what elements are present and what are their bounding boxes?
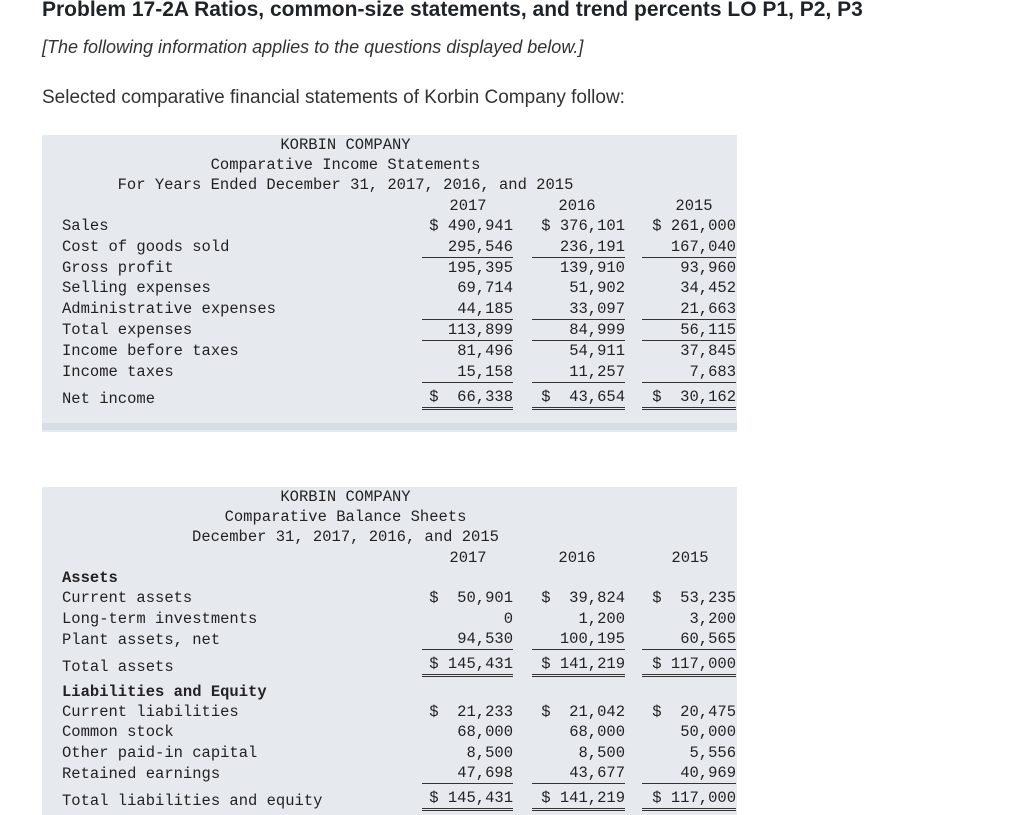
income-cell: 113,899 [422,320,513,341]
income-bottom-divider [42,423,737,430]
balance-cell: 68,000 [569,723,625,741]
income-cell: 195,395 [447,259,513,277]
balance-cell: $ 39,824 [541,589,625,607]
balance-year-2015: 2015 [671,549,709,567]
balance-cell: $ 141,219 [532,654,625,677]
balance-cell: $ 50,901 [429,589,513,607]
balance-row-label: Long-term investments [62,610,258,628]
income-cell: $ 30,162 [642,387,736,410]
balance-sheet-table [42,487,737,815]
balance-cell: $ 145,431 [422,788,513,811]
balance-cell: $ 21,042 [541,703,625,721]
problem-title: Problem 17-2A Ratios, common-size statements, and trend percents LO P1, P2, P3 [42,0,863,21]
balance-row-label: Current assets [62,589,193,607]
income-row-label: Total expenses [62,321,193,339]
balance-company-name: KORBIN COMPANY [280,488,411,506]
liabilities-heading: Liabilities and Equity [62,683,267,701]
balance-row-label: Plant assets, net [62,631,221,649]
income-cell: $ 66,338 [422,387,513,410]
balance-row-label: Total assets [62,658,174,676]
context-note: [The following information applies to the questions displayed below.] [42,37,584,57]
balance-cell: 1,200 [578,610,625,628]
balance-cell: 50,000 [680,723,736,741]
income-cell: 34,452 [680,279,736,297]
income-row-label: Gross profit [62,259,174,277]
balance-cell: 3,200 [689,610,736,628]
balance-cell: 68,000 [457,723,513,741]
balance-row-label: Current liabilities [62,703,239,721]
balance-row-label: Retained earnings [62,765,221,783]
income-cell: 295,546 [422,237,513,258]
balance-row-label: Total liabilities and equity [62,792,323,810]
income-year-2017: 2017 [449,197,487,215]
income-row-label: Selling expenses [62,279,211,297]
balance-cell: 60,565 [642,629,736,650]
balance-cell: $ 53,235 [652,589,736,607]
income-cell: 11,257 [532,362,625,383]
income-cell: $ 261,000 [652,217,736,235]
income-row-label: Administrative expenses [62,300,276,318]
income-row-label: Net income [62,390,156,408]
balance-cell: 47,698 [422,763,513,784]
income-cell: 21,663 [642,299,736,320]
balance-cell: $ 141,219 [532,788,625,811]
income-cell: 139,910 [559,259,625,277]
balance-cell: $ 117,000 [642,654,736,677]
income-cell: 51,902 [569,279,625,297]
income-cell: $ 43,654 [532,387,625,410]
income-cell: 56,115 [642,320,736,341]
income-row-label: Income before taxes [62,342,239,360]
income-cell: 7,683 [642,362,736,383]
income-year-2015: 2015 [675,197,713,215]
balance-cell: 100,195 [532,629,625,650]
income-cell: 84,999 [532,320,625,341]
income-statement-table [42,135,737,432]
balance-cell: $ 21,233 [429,703,513,721]
income-company-name: KORBIN COMPANY [280,136,411,154]
assets-heading: Assets [62,569,118,587]
balance-cell: 40,969 [642,763,736,784]
income-cell: 93,960 [680,259,736,277]
balance-subtitle: Comparative Balance Sheets [224,508,467,526]
balance-cell: $ 117,000 [642,788,736,811]
balance-cell: 94,530 [422,629,513,650]
income-cell: 81,496 [457,342,513,360]
income-cell: $ 490,941 [429,217,513,235]
balance-cell: $ 20,475 [652,703,736,721]
income-cell: $ 376,101 [541,217,625,235]
balance-cell: 0 [503,610,513,628]
income-subtitle: Comparative Income Statements [210,156,481,174]
income-cell: 37,845 [680,342,736,360]
balance-cell: $ 145,431 [422,654,513,677]
income-cell: 15,158 [422,362,513,383]
income-cell: 54,911 [569,342,625,360]
balance-row-label: Other paid-in capital [62,744,258,762]
balance-year-2017: 2017 [449,549,487,567]
income-cell: 33,097 [532,299,625,320]
balance-cell: 8,500 [466,744,513,762]
balance-row-label: Common stock [62,723,174,741]
income-cell: 236,191 [532,237,625,258]
income-cell: 167,040 [642,237,736,258]
balance-cell: 5,556 [689,744,736,762]
income-period: For Years Ended December 31, 2017, 2016, and 2015 [117,176,574,194]
balance-year-2016: 2016 [558,549,596,567]
income-cell: 44,185 [422,299,513,320]
balance-cell: 43,677 [532,763,625,784]
income-row-label: Income taxes [62,363,174,381]
income-row-label: Cost of goods sold [62,238,230,256]
balance-cell: 8,500 [578,744,625,762]
income-year-2016: 2016 [558,197,596,215]
income-cell: 69,714 [457,279,513,297]
balance-period: December 31, 2017, 2016, and 2015 [192,528,499,546]
income-row-label: Sales [62,217,109,235]
intro-text: Selected comparative financial statements of Korbin Company follow: [42,87,625,108]
